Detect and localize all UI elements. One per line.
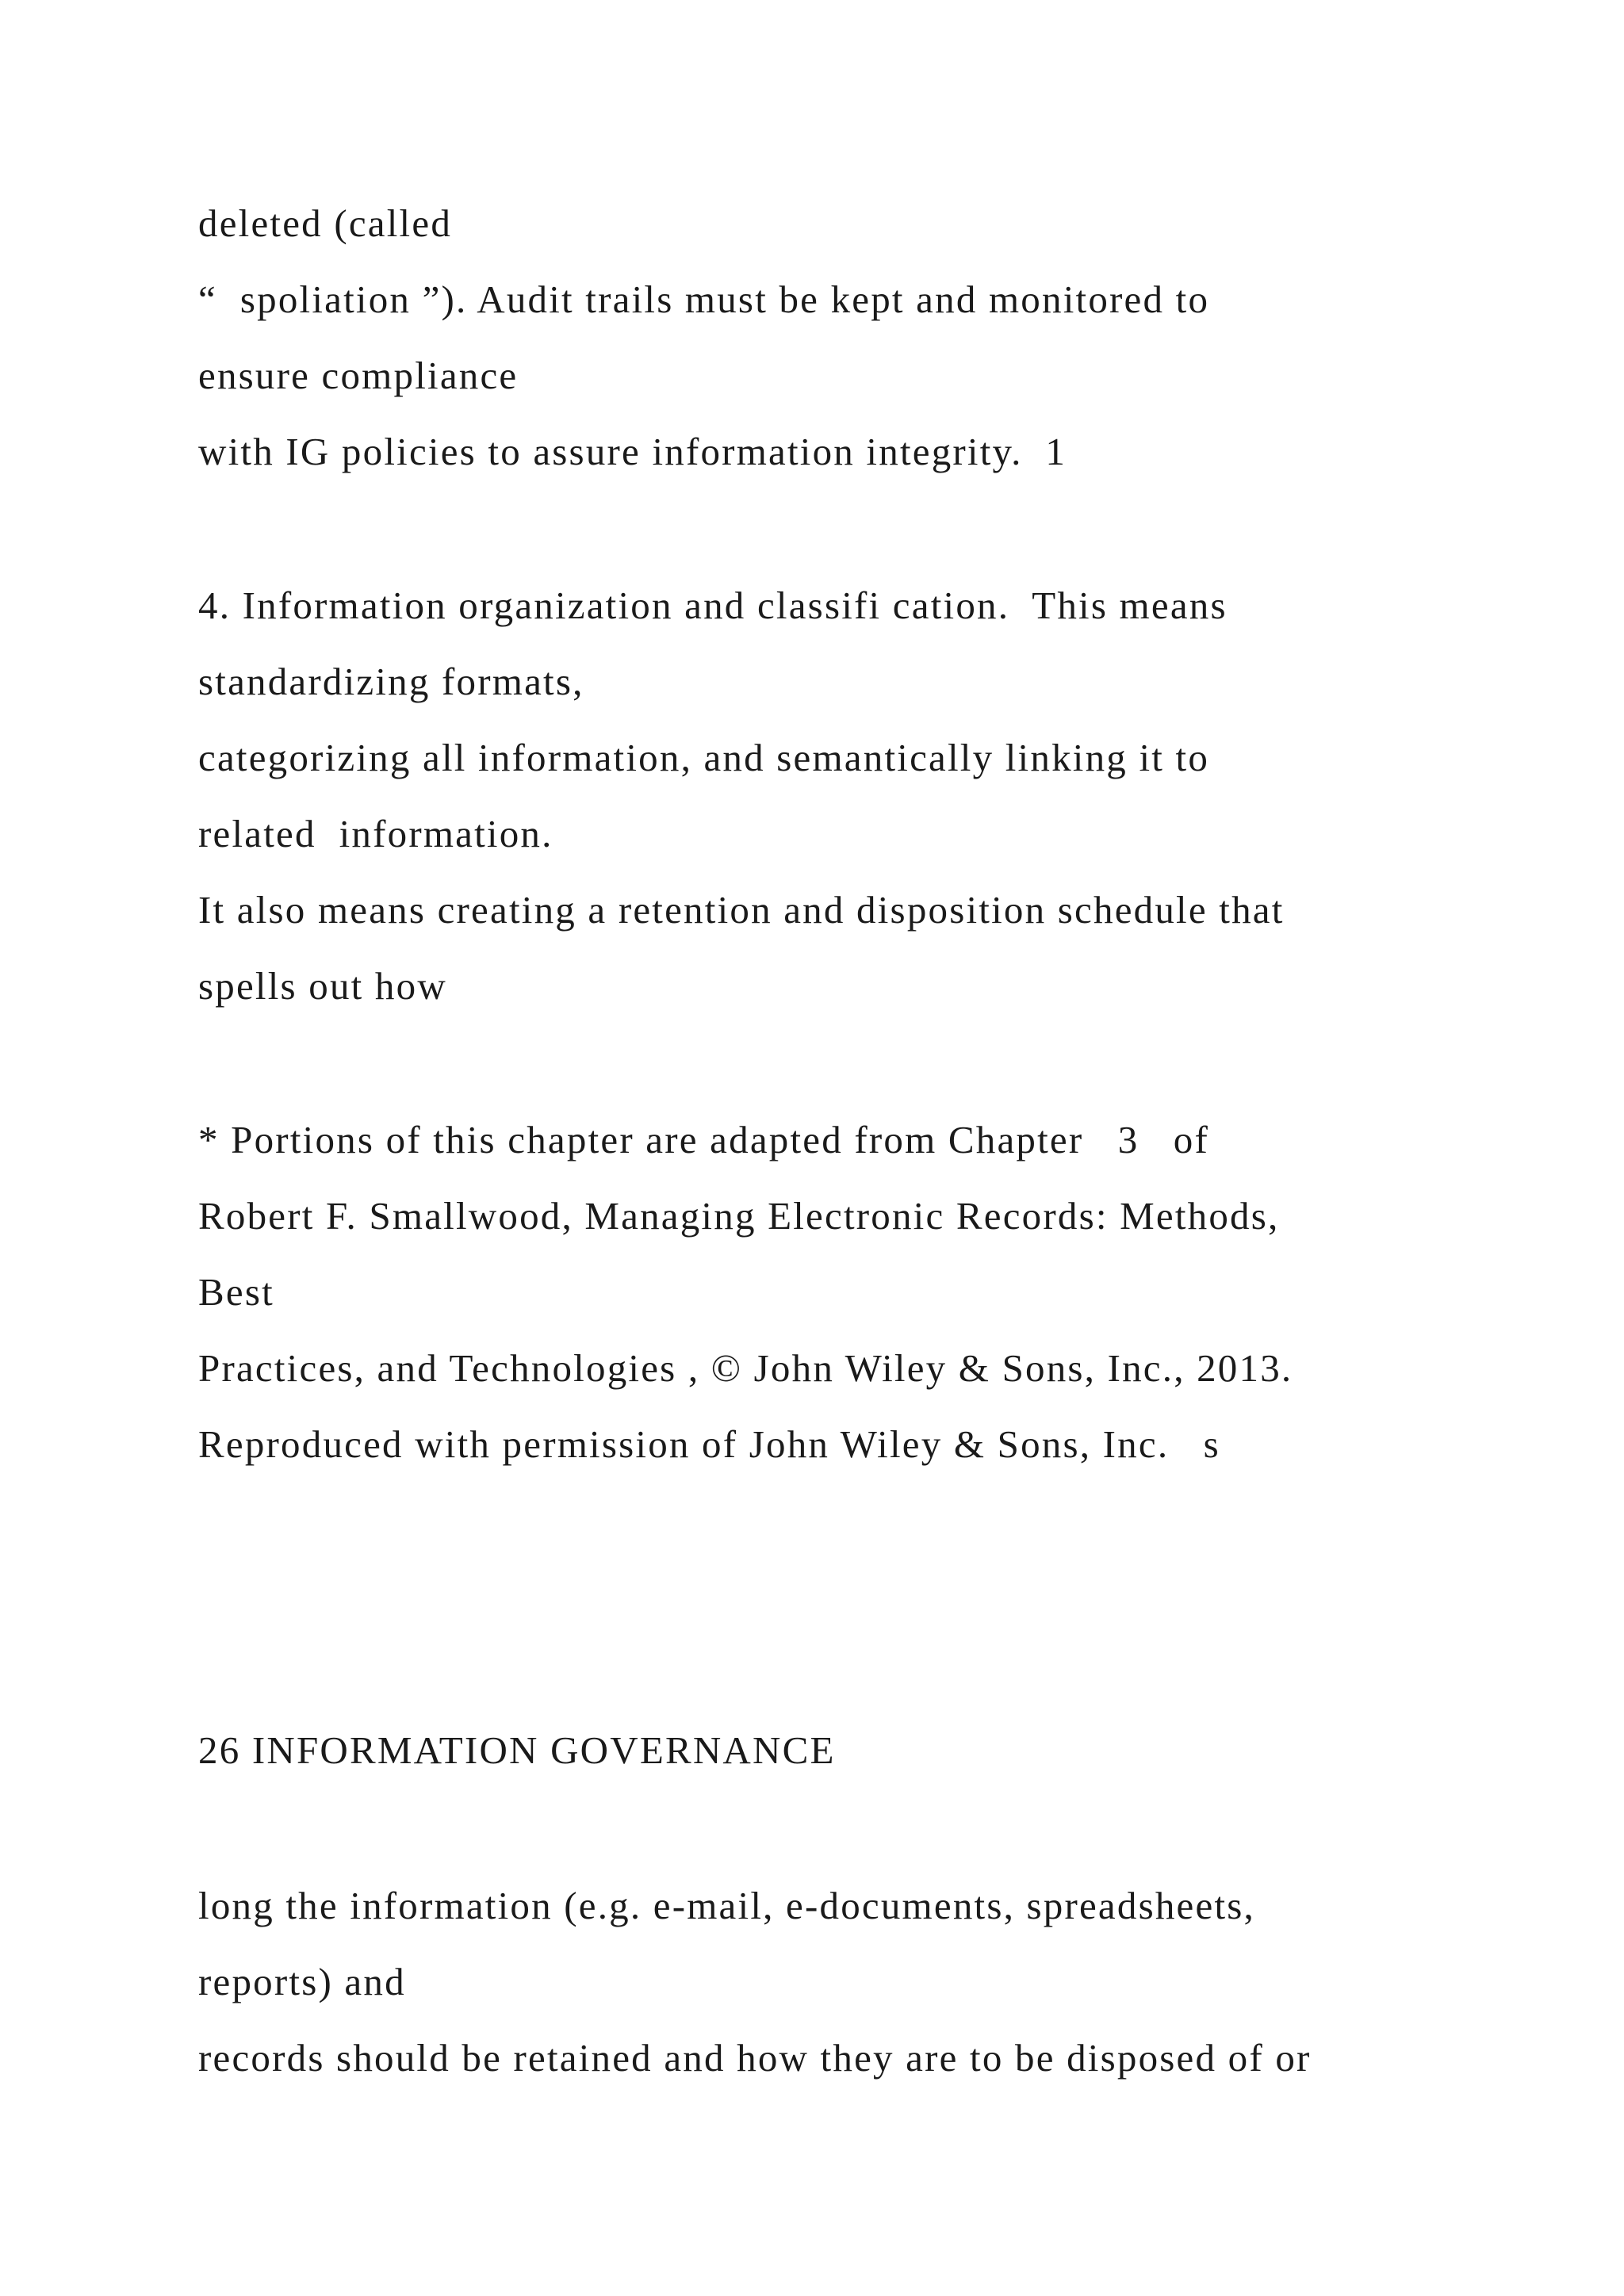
text-line: 4. Information organization and classifi cation. This means	[198, 584, 1228, 627]
text-line: with IG policies to assure information integrity. 1	[198, 430, 1067, 473]
text-line: ensure compliance	[198, 354, 519, 397]
text-line: deleted (called	[198, 201, 453, 245]
text-line: spells out how	[198, 964, 447, 1008]
text-line: related information.	[198, 812, 553, 855]
text-line: long the information (e.g. e-mail, e-documents, spreadsheets,	[198, 1884, 1255, 1927]
footnote-line: Robert F. Smallwood, Managing Electronic Records: Methods,	[198, 1194, 1280, 1238]
text-line: “ spoliation ”). Audit trails must be kept and monitored to	[198, 277, 1210, 321]
running-header: 26 INFORMATION GOVERNANCE	[198, 1728, 836, 1772]
footnote-line: Best	[198, 1270, 274, 1314]
text-line: It also means creating a retention and disposition schedule that	[198, 888, 1285, 932]
footnote-line: * Portions of this chapter are adapted from Chapter 3 of	[198, 1118, 1210, 1161]
text-line: categorizing all information, and semantically linking it to	[198, 736, 1210, 779]
text-line: records should be retained and how they are to be disposed of or	[198, 2036, 1312, 2080]
footnote-line: Reproduced with permission of John Wiley & Sons, Inc. s	[198, 1422, 1220, 1466]
text-line: reports) and	[198, 1960, 406, 2003]
text-line: standardizing formats,	[198, 660, 584, 703]
footnote-line: Practices, and Technologies , © John Wiley & Sons, Inc., 2013.	[198, 1346, 1293, 1390]
